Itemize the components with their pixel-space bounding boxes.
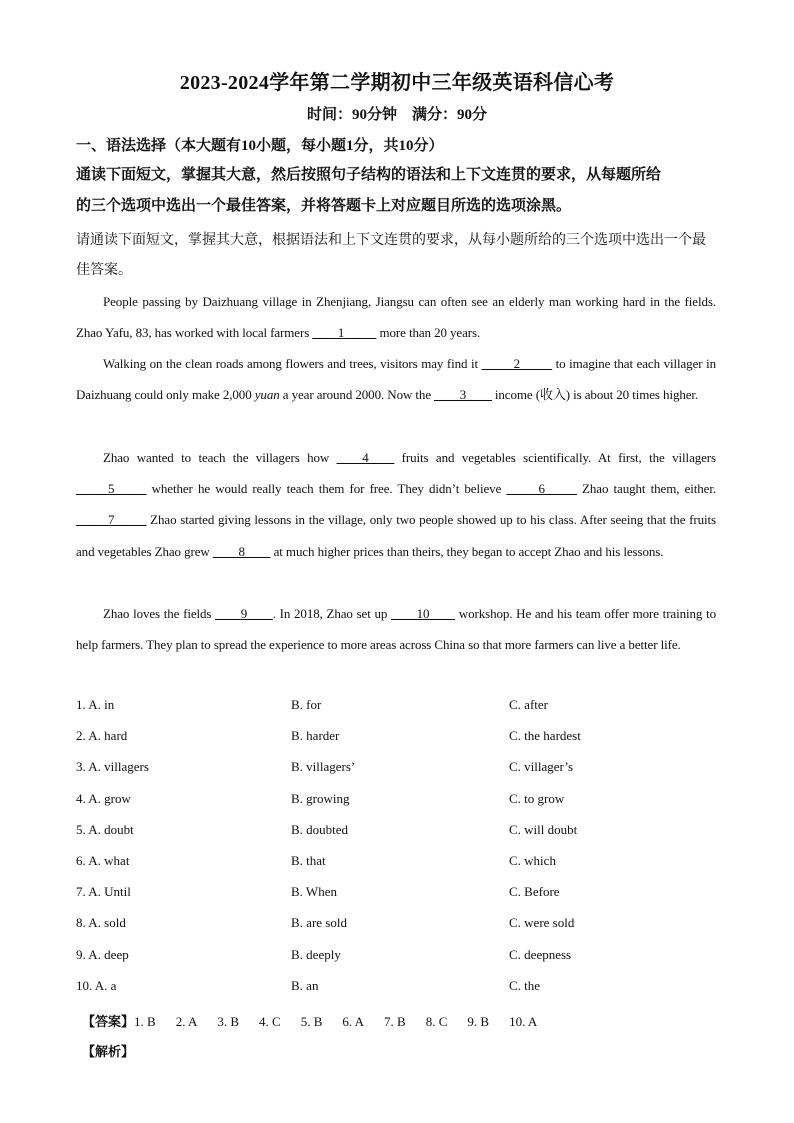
passage-text-italic: yuan bbox=[254, 387, 280, 403]
answer-item: 5. B bbox=[300, 1014, 323, 1029]
instruction-bold-line-1: 通读下面短文，掌握其大意，然后按照句子结构的语法和上下文连贯的要求，从每题所给 bbox=[76, 167, 662, 183]
option-b: B. for bbox=[291, 697, 322, 712]
passage-text: Zhao wanted to teach the villagers how bbox=[103, 450, 337, 465]
answer-item: 6. A bbox=[342, 1014, 365, 1029]
blank-10: ____10____ bbox=[391, 606, 456, 621]
answer-key bbox=[82, 1011, 722, 1030]
answer-label: 【答案】 bbox=[82, 1015, 135, 1030]
section-heading: 一、语法选择（本大题有10小题，每小题1分，共10分） bbox=[76, 138, 444, 154]
passage-text: workshop. He and his team offer more training to help farmers. They plan to spread the experience to more areas across China so that more farmers can live a better life. bbox=[76, 606, 716, 653]
passage-text: at much higher prices than theirs, they began to accept Zhao and his lessons. bbox=[270, 543, 664, 559]
blank-2: _____2_____ bbox=[481, 356, 553, 371]
answer-item: 1. B bbox=[134, 1014, 156, 1029]
option-b: B. are sold bbox=[291, 915, 347, 931]
option-c: C. deepness bbox=[509, 946, 572, 962]
option-row bbox=[76, 697, 716, 728]
passage-paragraph-3 bbox=[76, 442, 716, 567]
blank-9: ____9____ bbox=[215, 606, 273, 621]
option-a: 2. A. hard bbox=[76, 728, 128, 744]
option-row bbox=[76, 822, 716, 853]
passage-text: to imagine that each villager in Daizhuang could only make 2,000 bbox=[76, 356, 716, 403]
option-a: 6. A. what bbox=[76, 852, 130, 868]
option-a: 4. A. grow bbox=[76, 790, 131, 806]
passage-text: Walking on the clean roads among flowers and trees, visitors may find it bbox=[103, 356, 482, 371]
option-b: B. harder bbox=[291, 728, 340, 744]
analysis-label: 【解析】 bbox=[82, 1045, 135, 1060]
passage-text: whether he would really teach them for free. They didn’t believe bbox=[146, 481, 507, 497]
passage-text: a year around 2000. Now the bbox=[279, 387, 435, 403]
blank-6: _____6_____ bbox=[506, 481, 577, 497]
exam-time-score: 时间：90分钟 满分：90分 bbox=[306, 107, 487, 123]
option-c: C. to grow bbox=[509, 790, 565, 806]
blank-3: ____3____ bbox=[434, 387, 492, 403]
blank-4: ____4____ bbox=[336, 450, 395, 465]
option-c: C. Before bbox=[509, 884, 560, 900]
option-row bbox=[76, 978, 716, 1009]
answer-item: 2. A bbox=[175, 1014, 198, 1029]
blank-1: ____1_____ bbox=[312, 325, 377, 341]
passage-text: Zhao loves the fields bbox=[103, 606, 216, 621]
option-a: 9. A. deep bbox=[76, 946, 129, 962]
option-a: 3. A. villagers bbox=[76, 759, 149, 775]
option-a: 8. A. sold bbox=[76, 915, 126, 931]
blank-7: _____7_____ bbox=[76, 512, 147, 528]
option-row bbox=[76, 759, 716, 790]
passage-text: . In 2018, Zhao set up bbox=[272, 606, 392, 621]
option-row bbox=[76, 853, 716, 884]
passage-text: income (收入) is about 20 times higher. bbox=[491, 387, 699, 403]
answer-item: 7. B bbox=[384, 1014, 406, 1029]
blank-8: ____8____ bbox=[212, 543, 271, 559]
option-c: C. after bbox=[509, 697, 548, 712]
option-c: C. will doubt bbox=[509, 821, 578, 837]
option-row bbox=[76, 947, 716, 978]
blank-5: _____5_____ bbox=[76, 481, 147, 497]
passage-paragraph-2 bbox=[76, 348, 716, 410]
option-b: B. that bbox=[291, 852, 326, 868]
option-b: B. an bbox=[291, 977, 319, 993]
answer-item: 8. C bbox=[425, 1014, 448, 1029]
answer-item: 10. A bbox=[509, 1014, 538, 1029]
option-a: 1. A. in bbox=[76, 697, 115, 712]
option-b: B. villagers’ bbox=[291, 759, 356, 775]
passage-text: more than 20 years. bbox=[376, 325, 481, 341]
option-row bbox=[76, 791, 716, 822]
option-b: B. growing bbox=[291, 790, 350, 806]
exam-title: 2023-2024学年第二学期初中三年级英语科信心考 bbox=[179, 72, 615, 94]
instruction-line-2: 佳答案。 bbox=[76, 262, 132, 278]
option-c: C. villager’s bbox=[509, 759, 574, 775]
passage-text: People passing by Daizhuang village in Zhenjiang, Jiangsu can often see an elderly man working hard in the fields. Zhao Yafu, 83, has worked with local farmers bbox=[76, 294, 716, 341]
option-row bbox=[76, 728, 716, 759]
option-b: B. When bbox=[291, 884, 337, 900]
instruction-bold-line-2: 的三个选项中选出一个最佳答案，并将答题卡上对应题目所选的选项涂黑。 bbox=[76, 198, 572, 214]
option-c: C. the hardest bbox=[509, 728, 581, 744]
passage-paragraph-4 bbox=[76, 598, 716, 660]
option-b: B. deeply bbox=[291, 946, 341, 962]
answer-item: 4. C bbox=[259, 1014, 281, 1029]
passage-paragraph-1 bbox=[76, 286, 716, 348]
instruction-line-1: 请通读下面短文，掌握其大意，根据语法和上下文连贯的要求，从每小题所给的三个选项中选出一个最 bbox=[76, 232, 706, 248]
option-c: C. which bbox=[509, 852, 556, 868]
option-a: 7. A. Until bbox=[76, 884, 131, 900]
option-a: 10. A. a bbox=[76, 977, 117, 993]
passage-text: Zhao taught them, either. bbox=[576, 481, 716, 497]
answer-item: 3. B bbox=[217, 1014, 240, 1029]
passage-text: fruits and vegetables scientifically. At first, the villagers bbox=[394, 450, 716, 465]
passage-text: Zhao started giving lessons in the village, only two people showed up to his class. After seeing that the fruits and vegetables Zhao grew bbox=[76, 512, 716, 559]
option-c: C. were sold bbox=[509, 915, 575, 931]
option-b: B. doubted bbox=[291, 821, 349, 837]
option-row bbox=[76, 915, 716, 946]
option-a: 5. A. doubt bbox=[76, 821, 134, 837]
options-list bbox=[76, 697, 716, 1009]
option-row bbox=[76, 884, 716, 915]
option-c: C. the bbox=[509, 977, 541, 993]
answer-item: 9. B bbox=[467, 1014, 490, 1029]
